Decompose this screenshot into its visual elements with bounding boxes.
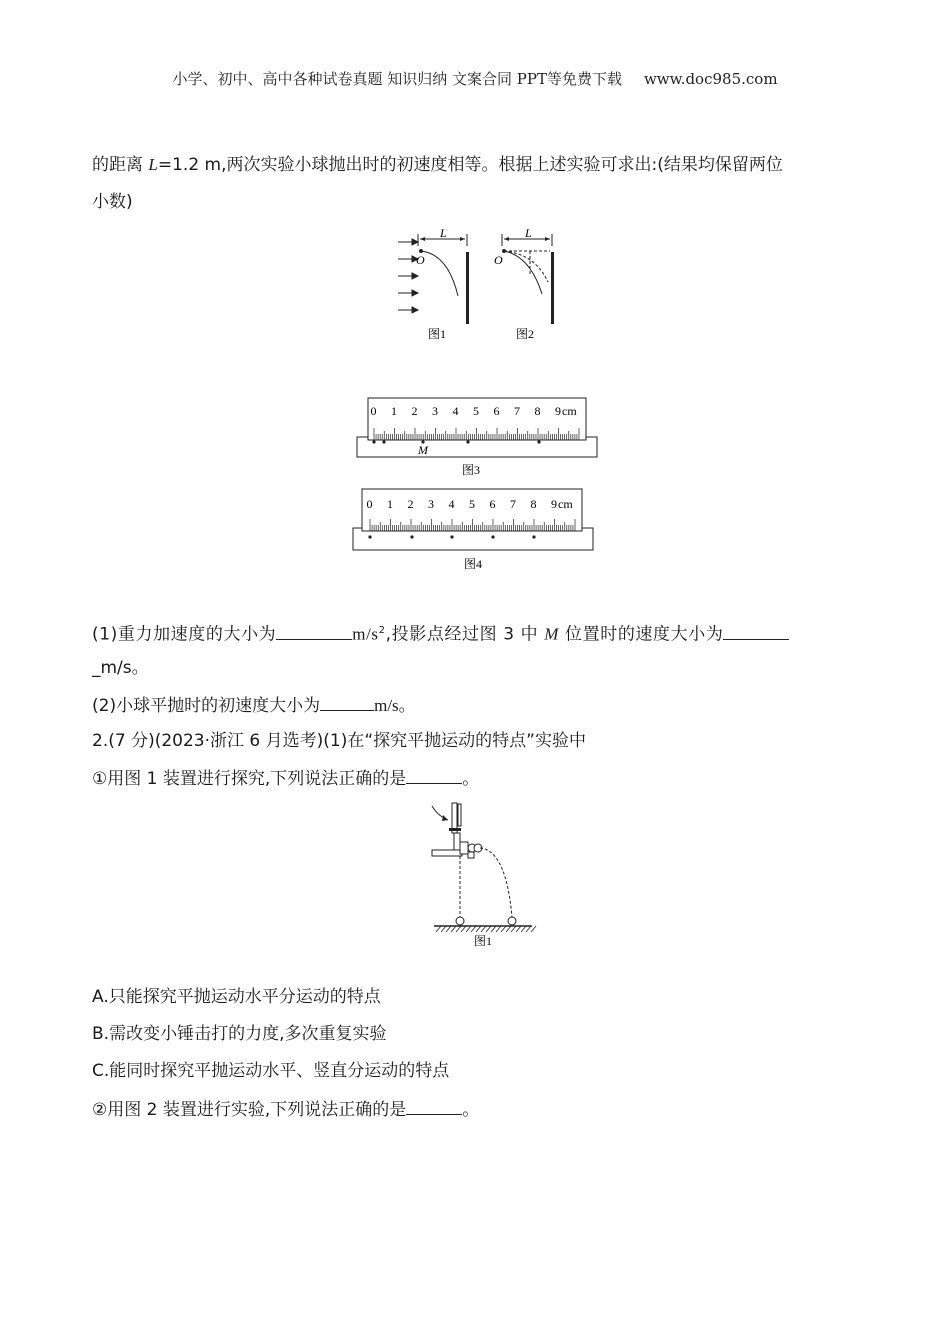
fig2-label-L: L bbox=[525, 226, 532, 240]
ruler-tick-label: 7 bbox=[514, 404, 520, 418]
fig1-label-L: L bbox=[440, 226, 447, 240]
q1-part2 bbox=[92, 692, 862, 718]
ruler-tick-label: 4 bbox=[448, 497, 455, 511]
q2-sub1-end: 。 bbox=[462, 769, 480, 789]
q1-part1-text-3: 位置时的速度大小为 bbox=[559, 624, 724, 645]
q1-part2-text: (2)小球平抛时的初速度大小为 bbox=[92, 696, 321, 716]
q1-unit-ms2: m/s bbox=[352, 624, 379, 644]
ruler-tick-label: 0 bbox=[370, 404, 377, 418]
ruler-tick-label: 5 bbox=[473, 404, 479, 418]
fig4-caption: 图4 bbox=[464, 557, 483, 571]
ruler-tick-label: 8 bbox=[534, 404, 541, 418]
fig4-point bbox=[410, 535, 413, 538]
ruler-tick-label: 7 bbox=[510, 497, 516, 511]
fig1-trajectory bbox=[421, 251, 458, 296]
fig3-unit: cm bbox=[562, 404, 577, 418]
q1-part2-unit: m/s。 bbox=[374, 696, 416, 715]
ground-hatch-line bbox=[526, 926, 531, 932]
ground-hatch-line bbox=[436, 926, 441, 932]
fig3-point bbox=[372, 440, 375, 443]
fig4-point bbox=[368, 535, 371, 538]
ruler-tick-label: 1 bbox=[391, 404, 397, 418]
ground-hatch-line bbox=[481, 926, 486, 932]
q1-sup-2: 2 bbox=[378, 625, 386, 636]
answer-blank-g[interactable] bbox=[276, 621, 352, 640]
header-text: 小学、初中、高中各种试卷真题 知识归纳 文案合同 PPT等免费下载 bbox=[172, 70, 622, 88]
ruler-tick-label: 3 bbox=[432, 404, 438, 418]
ground-hatch-line bbox=[466, 926, 471, 932]
intro-text: 的距离 bbox=[92, 155, 149, 175]
q1-part1-line1 bbox=[92, 619, 862, 647]
ground-hatch-line bbox=[476, 926, 481, 932]
ground-hatch-line bbox=[446, 926, 451, 932]
answer-blank-q2-1[interactable] bbox=[406, 765, 462, 784]
fig3-point bbox=[382, 440, 385, 443]
fig2-label-O: O bbox=[494, 253, 503, 267]
fig2-dashed-trajectory bbox=[504, 251, 548, 282]
var-L: L bbox=[148, 155, 158, 174]
fig3-point bbox=[537, 440, 540, 443]
q2-figure-1 bbox=[424, 800, 544, 950]
ruler-tick-label: 5 bbox=[469, 497, 475, 511]
answer-blank-v0[interactable] bbox=[320, 692, 374, 711]
fig1-caption: 图1 bbox=[428, 327, 447, 341]
q1-part1-line2: _m/s。 bbox=[92, 658, 149, 678]
intro-line-1 bbox=[92, 153, 862, 177]
intro-text-cont: =1.2 m,两次实验小球抛出时的初速度相等。根据上述实验可求出:(结果均保留两位 bbox=[157, 155, 783, 175]
ground-hatch-line bbox=[516, 926, 521, 932]
ruler-tick-label: 6 bbox=[489, 497, 496, 511]
fig3-label-M: M bbox=[418, 443, 428, 457]
ground-hatch-line bbox=[491, 926, 496, 932]
q1-part1-text-2: ,投影点经过图 3 中 bbox=[385, 624, 545, 645]
fig2-wall bbox=[551, 252, 554, 324]
fig3-point bbox=[466, 440, 469, 443]
intro-line-2: 小数) bbox=[92, 192, 133, 212]
ruler-tick-label: 1 bbox=[387, 497, 393, 511]
ground-hatch-line bbox=[521, 926, 526, 932]
answer-blank-vM[interactable] bbox=[723, 621, 789, 640]
q2-sub1 bbox=[92, 765, 862, 791]
fig4-point bbox=[450, 535, 453, 538]
ground-hatch-line bbox=[456, 926, 461, 932]
page-header bbox=[0, 68, 950, 89]
fig4-point bbox=[491, 535, 494, 538]
ruler-tick-label: 9 bbox=[555, 404, 561, 418]
fig2-caption: 图2 bbox=[516, 327, 535, 341]
figure-1-2 bbox=[390, 224, 580, 346]
option-a[interactable]: A.只能探究平抛运动水平分运动的特点 bbox=[92, 987, 381, 1007]
q2-title: 2.(7 分)(2023·浙江 6 月选考)(1)在“探究平抛运动的特点”实验中 bbox=[92, 731, 586, 751]
ground-hatch-line bbox=[511, 926, 516, 932]
fig4-unit: cm bbox=[558, 497, 573, 511]
wind-arrows bbox=[398, 239, 418, 313]
ground-hatch-line bbox=[501, 926, 506, 932]
figure-4-ruler bbox=[352, 486, 596, 574]
ruler-tick-label: 4 bbox=[452, 404, 459, 418]
ruler-tick-label: 0 bbox=[366, 497, 373, 511]
ground-hatch-line bbox=[506, 926, 511, 932]
figure-3-ruler bbox=[356, 394, 600, 480]
answer-blank-q2-2[interactable] bbox=[406, 1096, 462, 1115]
q2-fig1-caption: 图1 bbox=[474, 934, 493, 948]
fig1-wall bbox=[466, 252, 469, 324]
ruler-tick-label: 2 bbox=[411, 404, 418, 418]
ruler-tick-label: 6 bbox=[493, 404, 500, 418]
stand-base bbox=[432, 850, 462, 856]
ruler-tick-label: 9 bbox=[551, 497, 557, 511]
q2-sub2 bbox=[92, 1096, 862, 1122]
q2-sub2-end: 。 bbox=[462, 1100, 480, 1120]
fig2-trajectory bbox=[504, 251, 542, 294]
ground-hatch-line bbox=[496, 926, 501, 932]
q1-part1-text: (1)重力加速度的大小为 bbox=[92, 624, 277, 645]
parabolic-path bbox=[480, 848, 512, 917]
fig1-label-O: O bbox=[416, 253, 425, 267]
ruler-tick-label: 2 bbox=[407, 497, 414, 511]
header-url[interactable]: www.doc985.com bbox=[643, 70, 778, 88]
ground-hatch-line bbox=[461, 926, 466, 932]
option-c[interactable]: C.能同时探究平抛运动水平、竖直分运动的特点 bbox=[92, 1061, 450, 1081]
ground-hatch-line bbox=[441, 926, 446, 932]
q2-sub1-text: ①用图 1 装置进行探究,下列说法正确的是 bbox=[92, 769, 407, 789]
ground-hatch-line bbox=[471, 926, 476, 932]
ruler-tick-label: 8 bbox=[530, 497, 537, 511]
option-b[interactable]: B.需改变小锤击打的力度,多次重复实验 bbox=[92, 1024, 387, 1044]
ground-hatch-line bbox=[451, 926, 456, 932]
ground-hatch-line bbox=[531, 926, 536, 932]
fig3-caption: 图3 bbox=[462, 463, 481, 477]
q1-var-M: M bbox=[544, 624, 560, 644]
q2-sub2-text: ②用图 2 装置进行实验,下列说法正确的是 bbox=[92, 1100, 407, 1120]
fig4-point bbox=[532, 535, 535, 538]
ruler-tick-label: 3 bbox=[428, 497, 434, 511]
ground-hatch-line bbox=[486, 926, 491, 932]
